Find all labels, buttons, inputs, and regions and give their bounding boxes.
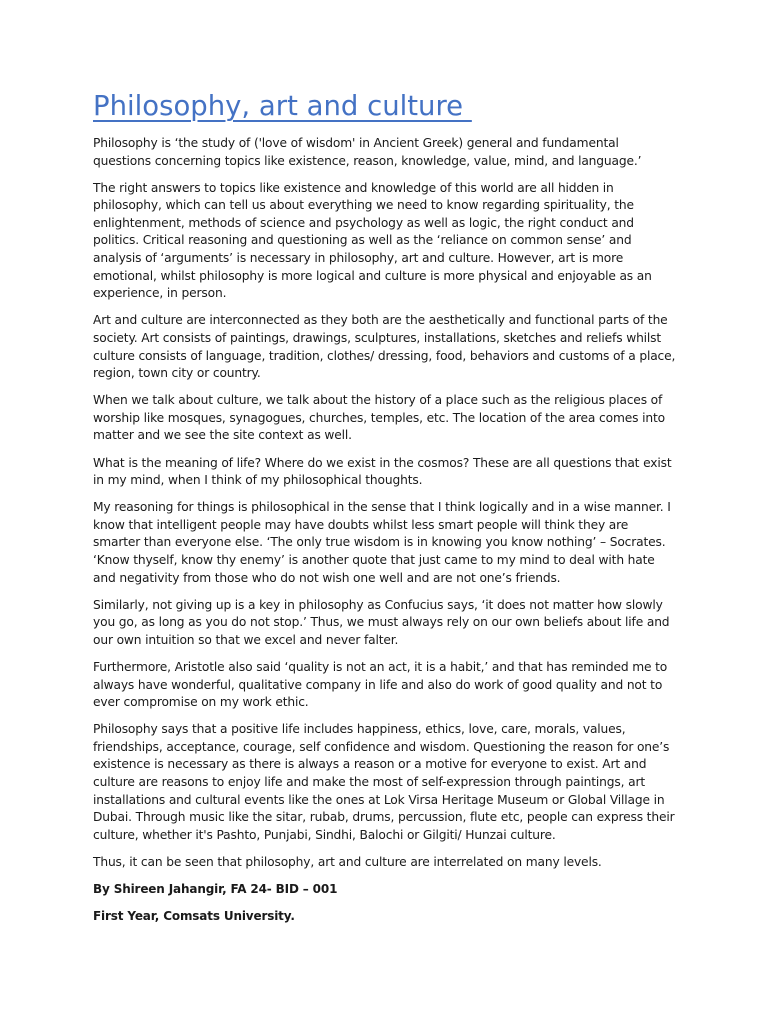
document-body xyxy=(93,88,677,935)
paragraph-10: Thus, it can be seen that philosophy, art and culture are interrelated on many levels. xyxy=(93,854,602,869)
paragraph-9: Philosophy says that a positive life includes happiness, ethics, love, care, morals, values, friendships, acceptance, courage, self confidence and wisdom. Questioning the reason for one’s existence is necessary as there is always a reason or a motive for everyone to exist. Art and culture are reasons to enjoy life and make the most of self-expression through paintings, art installations and cultural events like the ones at Lok Virsa Heritage Museum or Global Village in Dubai. Through music like the sitar, rubab, drums, percussion, flute etc, people can express their culture, whether it's Pashto, Punjabi, Sindhi, Balochi or Gilgiti/ Hunzai culture. xyxy=(93,722,675,842)
author-byline: By Shireen Jahangir, FA 24- BID – 001 xyxy=(93,881,338,896)
paragraph-6: My reasoning for things is philosophical in the sense that I think logically and in a wise manner. I know that intelligent people may have doubts whilst less smart people will think they are smarter than everyone else. ‘The only true wisdom is in knowing you know nothing’ – Socrates. ‘Know thyself, know thy enemy’ is another quote that just came to my mind to deal with hate and negativity from those who do not wish one well and are not one’s friends. xyxy=(93,500,671,585)
document-title: Philosophy, art and culture xyxy=(93,90,472,122)
paragraph-1: Philosophy is ‘the study of ('love of wisdom' in Ancient Greek) general and fundamental questions concerning topics like existence, reason, knowledge, value, mind, and language.’ xyxy=(93,136,642,168)
paragraph-4: When we talk about culture, we talk about the history of a place such as the religious places of worship like mosques, synagogues, churches, temples, etc. The location of the area comes into matter and we see the site context as well. xyxy=(93,393,665,443)
paragraph-7: Similarly, not giving up is a key in philosophy as Confucius says, ‘it does not matter how slowly you go, as long as you do not stop.’ Thus, we must always rely on our own beliefs about life and our own intuition so that we excel and never falter. xyxy=(93,597,670,647)
paragraph-5: What is the meaning of life? Where do we exist in the cosmos? These are all questions that exist in my mind, when I think of my philosophical thoughts. xyxy=(93,455,672,488)
paragraph-2: The right answers to topics like existence and knowledge of this world are all hidden in philosophy, which can tell us about everything we need to know regarding spirituality, the enlightenment, methods of science and psychology as well as logic, the right conduct and politics. Critical reasoning and questioning as well as the ‘reliance on common sense’ and analysis of ‘arguments’ is necessary in philosophy, art and culture. However, art is more emotional, whilst philosophy is more logical and culture is more physical and enjoyable as an experience, in person. xyxy=(93,180,652,301)
paragraph-8: Furthermore, Aristotle also said ‘quality is not an act, it is a habit,’ and that has reminded me to always have wonderful, qualitative company in life and also do work of good quality and not to ever compromise on my work ethic. xyxy=(93,659,668,710)
paragraph-3: Art and culture are interconnected as they both are the aesthetically and functional parts of the society. Art consists of paintings, drawings, sculptures, installations, sketches and reliefs whilst culture consists of language, tradition, clothes/ dressing, food, behaviors and customs of a place, region, town city or country. xyxy=(93,313,676,381)
author-affiliation: First Year, Comsats University. xyxy=(93,909,295,924)
